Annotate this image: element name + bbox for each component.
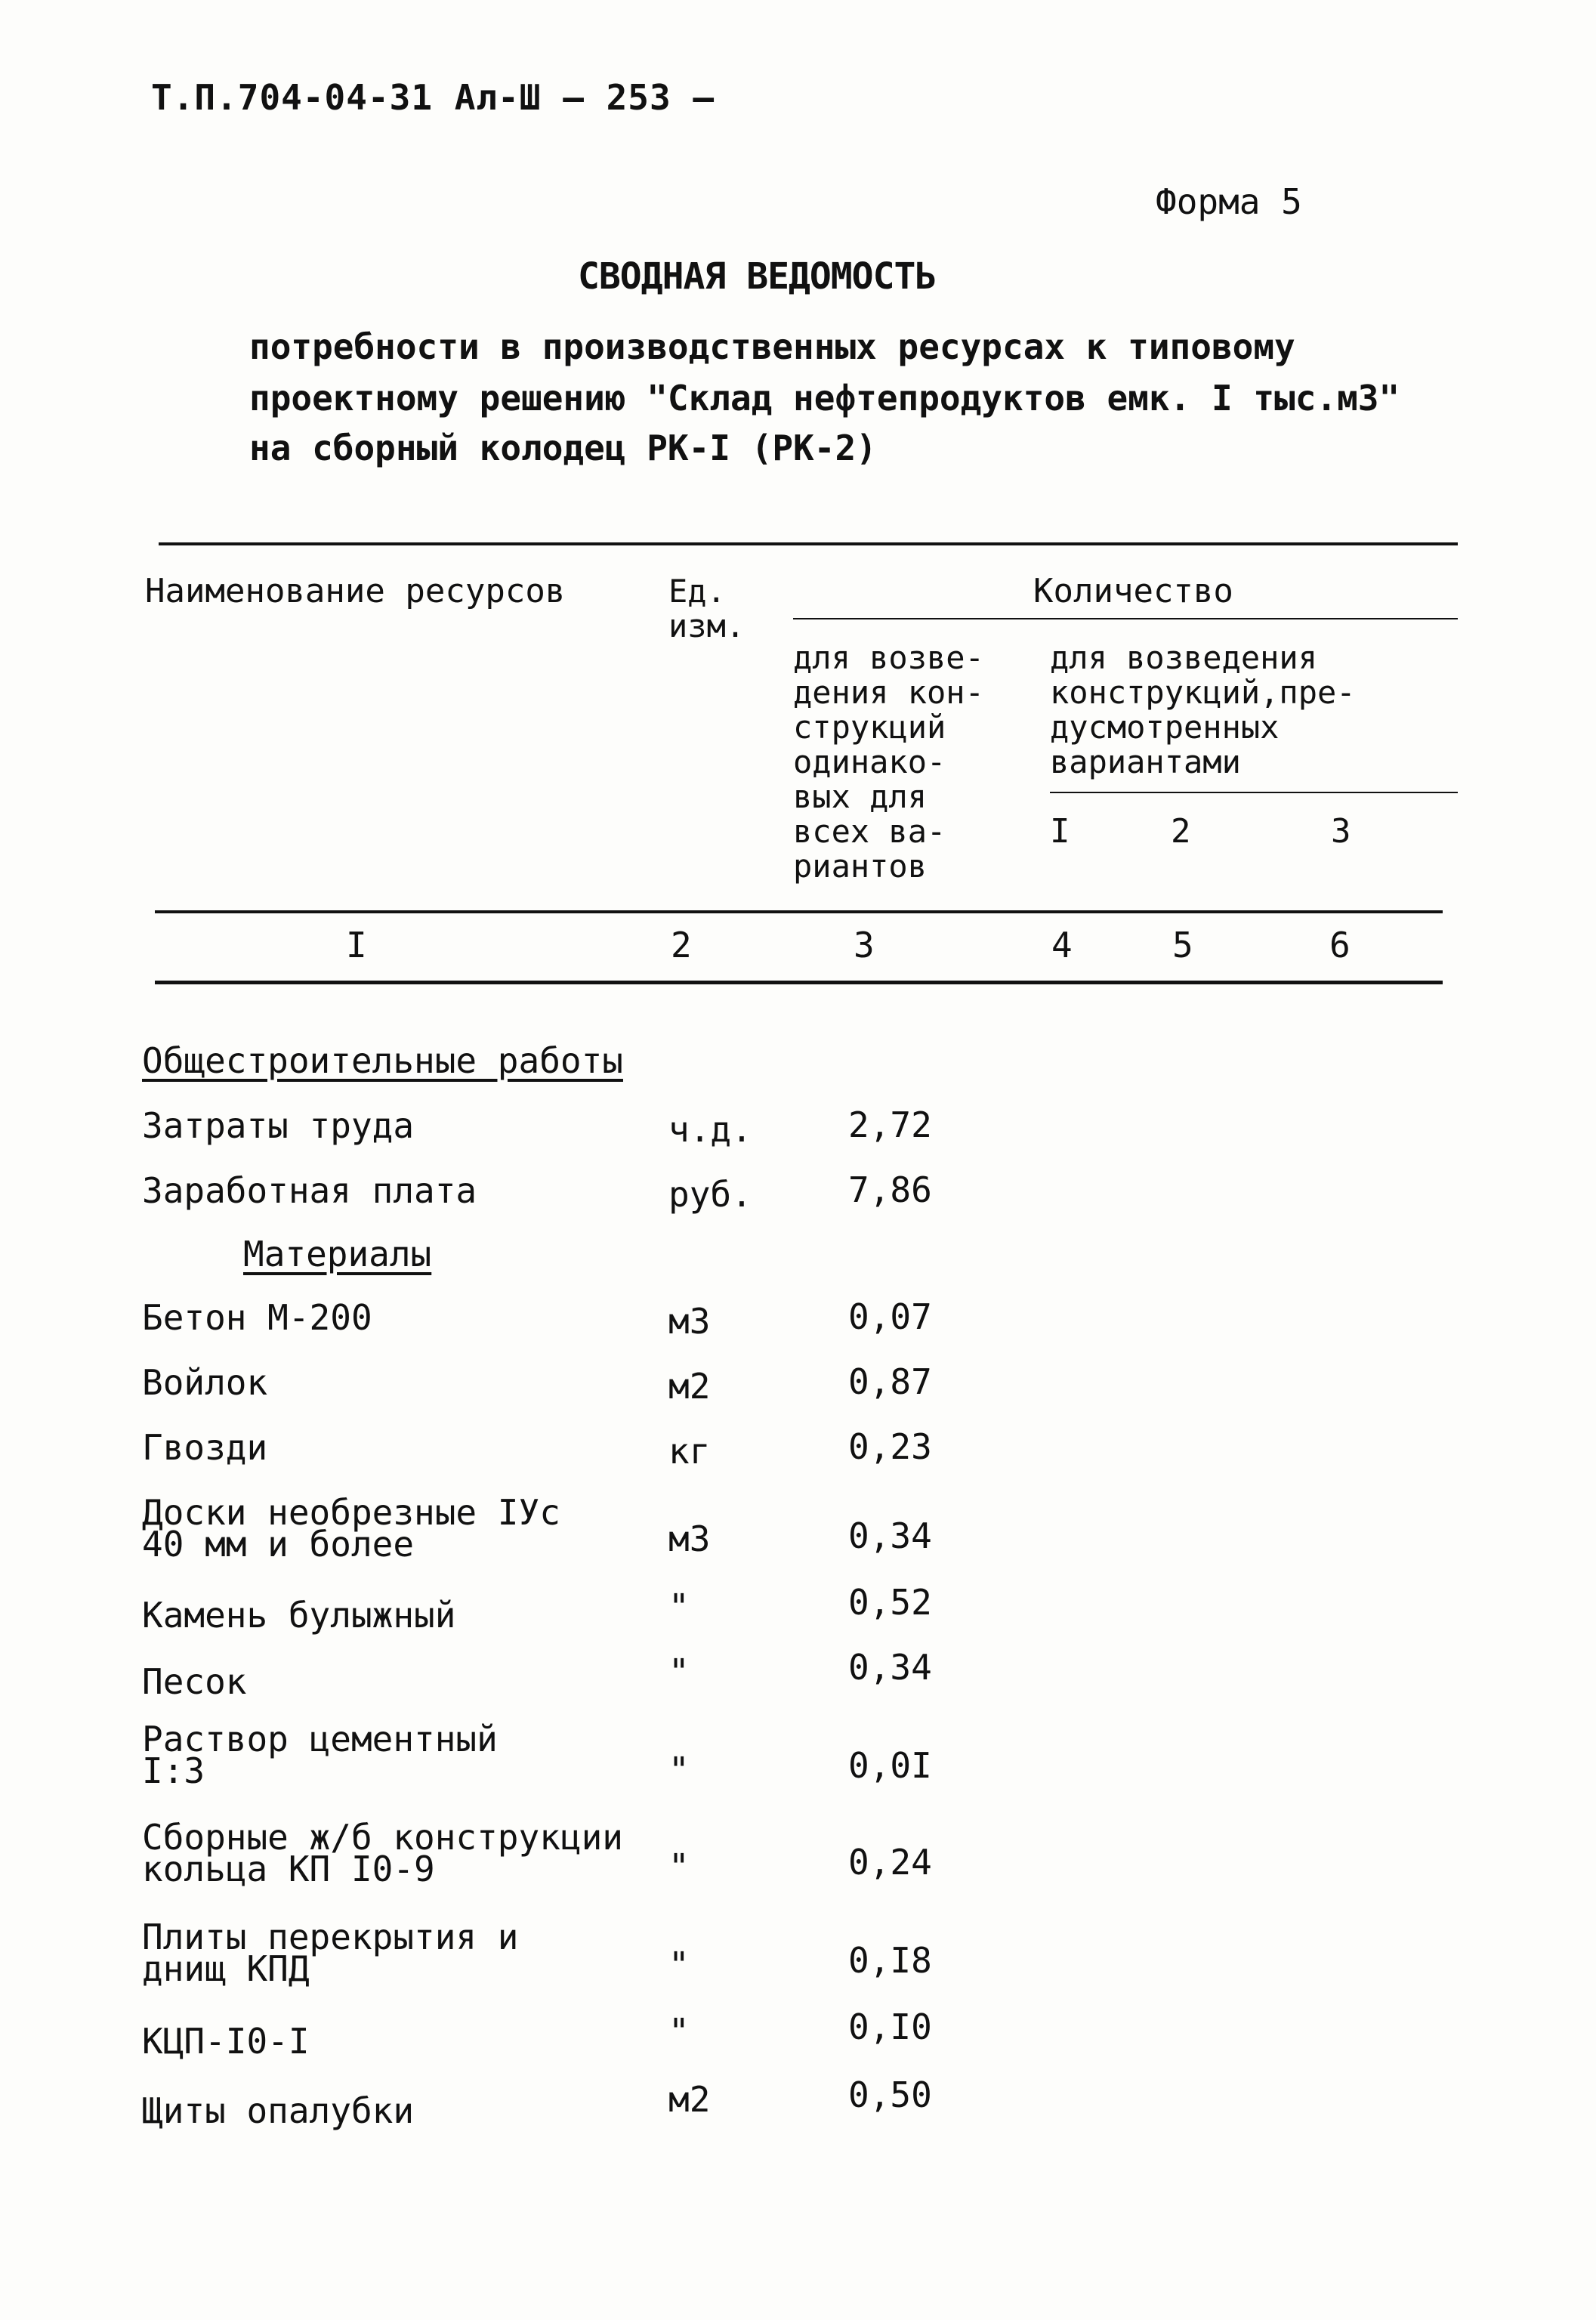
row-name: Камень булыжный xyxy=(142,1595,456,1636)
row-unit: " xyxy=(668,1750,690,1790)
row-name-line-2: кольца КП I0-9 xyxy=(142,1849,435,1889)
header-variants-line-1: для возведения xyxy=(1050,639,1318,676)
subtitle-line-3: на сборный колодец РК-I (РК-2) xyxy=(249,428,877,468)
section-general-works: Общестроительные работы xyxy=(142,1040,623,1081)
row-name: Песок xyxy=(142,1661,247,1702)
column-number-1: I xyxy=(346,925,367,965)
row-name-line-2: 40 мм и более xyxy=(142,1524,415,1565)
row-value: 0,23 xyxy=(848,1426,932,1467)
row-name: Войлок xyxy=(142,1362,268,1403)
header-variants-line-3: дусмотренных xyxy=(1050,709,1280,746)
row-unit: кг xyxy=(668,1431,711,1472)
row-name: Раствор цементный xyxy=(142,1719,498,1759)
header-common-line-7: риантов xyxy=(793,848,928,885)
variants-underline xyxy=(1050,792,1458,793)
row-unit: " xyxy=(668,2011,690,2052)
row-value: 0,50 xyxy=(848,2074,932,2115)
section-materials: Материалы xyxy=(243,1234,432,1274)
subtitle-line-1: потребности в производственных ресурсах к типовому xyxy=(249,326,1295,367)
row-unit: м2 xyxy=(668,2079,711,2120)
row-name-line-2: I:3 xyxy=(142,1750,205,1791)
row-name: КЦП-I0-I xyxy=(142,2021,310,2062)
row-value: 0,0I xyxy=(848,1745,932,1786)
row-unit: руб. xyxy=(668,1174,752,1215)
document-code: Т.П.704-04-31 Ал-Ш — 253 — xyxy=(151,77,715,118)
row-value: 0,07 xyxy=(848,1296,932,1337)
row-unit: ч.д. xyxy=(668,1109,752,1150)
header-common-line-2: дения кон- xyxy=(793,674,984,711)
row-unit: " xyxy=(668,1651,690,1692)
header-common-line-5: вых для xyxy=(793,778,928,815)
header-unit-line-1: Ед. xyxy=(668,573,726,610)
row-value: 2,72 xyxy=(848,1104,932,1145)
row-value: 7,86 xyxy=(848,1169,932,1210)
column-number-rule xyxy=(155,981,1443,984)
row-name: Сборные ж/б конструкции xyxy=(142,1817,623,1858)
header-quantity: Количество xyxy=(1033,572,1233,610)
header-common-line-1: для возве- xyxy=(793,639,984,676)
row-name: Заработная плата xyxy=(142,1170,477,1211)
row-unit: " xyxy=(668,1945,690,1985)
column-number-5: 5 xyxy=(1172,925,1193,965)
column-number-3: 3 xyxy=(854,925,875,965)
row-value: 0,24 xyxy=(848,1842,932,1883)
header-unit-line-2: изм. xyxy=(668,607,746,644)
header-common-line-6: всех ва- xyxy=(793,813,946,850)
row-unit: " xyxy=(668,1586,690,1627)
row-unit: " xyxy=(668,1846,690,1887)
row-value: 0,I8 xyxy=(848,1940,932,1981)
row-value: 0,I0 xyxy=(848,2006,932,2047)
row-value: 0,34 xyxy=(848,1515,932,1556)
row-unit: м3 xyxy=(668,1518,711,1559)
row-name: Затраты труда xyxy=(142,1105,415,1146)
row-value: 0,87 xyxy=(848,1361,932,1402)
variant-number-2: 2 xyxy=(1171,812,1191,851)
subtitle-line-2: проектному решению "Склад нефтепродуктов емк. I тыс.м3" xyxy=(249,378,1400,419)
row-name: Щиты опалубки xyxy=(142,2090,415,2131)
variant-number-1: I xyxy=(1050,812,1070,851)
row-name: Плиты перекрытия и xyxy=(142,1917,519,1957)
row-name: Бетон М-200 xyxy=(142,1297,372,1338)
header-variants-line-4: вариантами xyxy=(1050,743,1241,780)
header-variants-line-2: конструкций,пре- xyxy=(1050,674,1356,711)
document-title: СВОДНАЯ ВЕДОМОСТЬ xyxy=(578,255,937,298)
row-value: 0,34 xyxy=(848,1647,932,1688)
row-value: 0,52 xyxy=(848,1582,932,1623)
row-unit: м3 xyxy=(668,1301,711,1342)
table-top-rule xyxy=(159,542,1458,545)
quantity-underline xyxy=(793,618,1458,619)
header-bottom-rule xyxy=(155,910,1443,913)
row-name-line-2: днищ КПД xyxy=(142,1948,310,1989)
form-label: Форма 5 xyxy=(1156,181,1302,222)
header-common-line-4: одинако- xyxy=(793,743,946,780)
variant-number-3: 3 xyxy=(1331,812,1351,851)
row-name: Гвозди xyxy=(142,1427,268,1468)
row-name: Доски необрезные IУс xyxy=(142,1492,560,1533)
header-resource-name: Наименование ресурсов xyxy=(145,572,566,610)
column-number-4: 4 xyxy=(1051,925,1073,965)
column-number-6: 6 xyxy=(1329,925,1351,965)
header-common-line-3: струкций xyxy=(793,709,946,746)
column-number-2: 2 xyxy=(671,925,692,965)
row-unit: м2 xyxy=(668,1366,711,1407)
